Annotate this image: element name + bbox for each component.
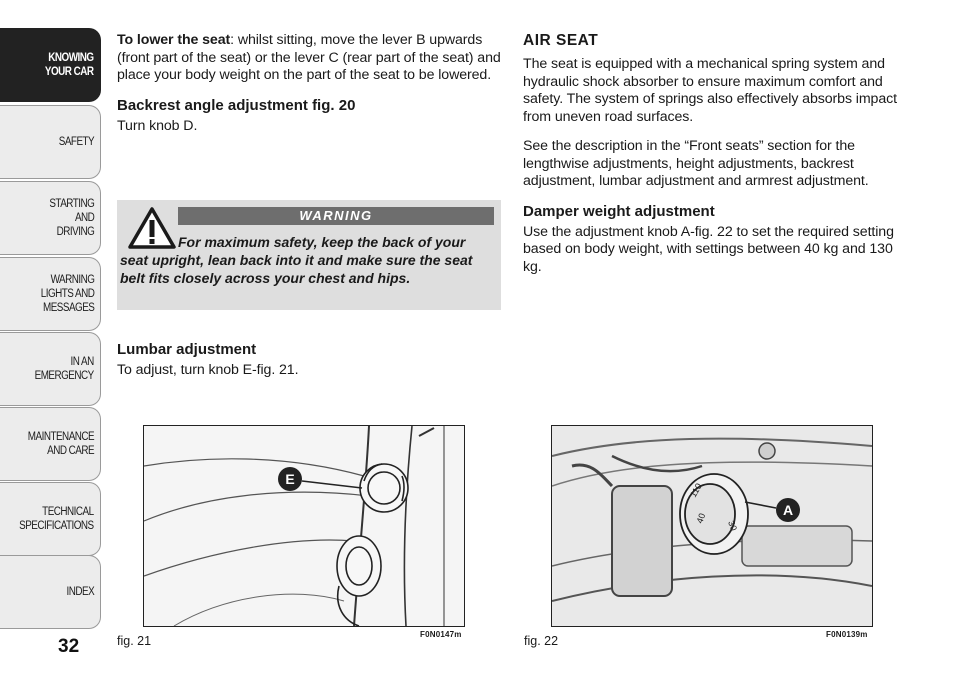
lumbar-text: To adjust, turn knob E-fig. 21. xyxy=(117,362,299,378)
tab-in-an-emergency[interactable] xyxy=(0,332,101,406)
left-column xyxy=(117,32,501,147)
figure-22-code: F0N0139m xyxy=(826,630,868,639)
backrest-heading: Backrest angle adjustment fig. 20 xyxy=(117,96,356,114)
air-seat-paragraph-1: The seat is equipped with a mechanical spring system and hydraulic shock absorber to ensure maximum comfort and safety. The system of springs also effectively absorbs impact from uneven road surfaces. xyxy=(523,56,897,125)
tab-knowing-your-car[interactable] xyxy=(0,28,101,102)
tab-warning-lights[interactable] xyxy=(0,257,101,331)
figure-21-lumbar-knob xyxy=(143,425,465,627)
dial-mark-30: 30 xyxy=(726,519,739,533)
tab-label: INDEX xyxy=(66,586,94,598)
dial-mark-110: 110 xyxy=(688,481,704,499)
lower-seat-paragraph xyxy=(117,32,501,85)
tab-label: IN AN EMERGENCY xyxy=(34,356,94,382)
tab-label: MAINTENANCE AND CARE xyxy=(27,431,94,457)
callout-a: A xyxy=(782,502,794,518)
tab-label: STARTING AND DRIVING xyxy=(49,198,94,238)
tab-safety[interactable] xyxy=(0,105,101,179)
figure-21-caption: fig. 21 xyxy=(117,634,152,648)
tab-label: WARNING LIGHTS AND MESSAGES xyxy=(40,274,94,314)
seat-side-illustration xyxy=(144,426,464,626)
figure-22-caption: fig. 22 xyxy=(524,634,559,648)
lumbar-heading: Lumbar adjustment xyxy=(117,341,257,358)
lower-seat-label: To lower the seat xyxy=(117,32,231,48)
lower-seat-text: : whilst sitting, move the lever B upwards (front part of the seat) or the lever C (rear part of the seat) and place your body weight on the part of the seat to be lowered. xyxy=(117,32,501,83)
page-number: 32 xyxy=(58,636,80,657)
tab-technical-specifications[interactable] xyxy=(0,482,101,556)
damper-heading: Damper weight adjustment xyxy=(523,202,715,220)
tab-label: TECHNICAL SPECIFICATIONS xyxy=(19,506,94,532)
tab-label: KNOWING YOUR CAR xyxy=(45,52,94,78)
callout-e: E xyxy=(285,471,295,487)
tab-label: SAFETY xyxy=(58,136,94,148)
dial-mark-40: 40 xyxy=(694,511,708,525)
warning-label: WARNING xyxy=(178,207,494,225)
air-seat-paragraph-2: See the description in the “Front seats” section for the lengthwise adjustments, height adjustments, backrest adjustment, lumbar adjustment and armrest adjustment. xyxy=(523,138,869,189)
air-seat-title: AIR SEAT xyxy=(523,32,599,49)
tab-index[interactable] xyxy=(0,555,101,629)
warning-text: For maximum safety, keep the back of your seat upright, lean back into it and make sure the seat belt fits closely across your chest and hips. xyxy=(120,234,473,286)
figure-22-damper-knob xyxy=(551,425,873,627)
damper-illustration xyxy=(552,426,872,626)
tab-maintenance-and-care[interactable] xyxy=(0,407,101,481)
figure-21-code: F0N0147m xyxy=(420,630,462,639)
backrest-text: Turn knob D. xyxy=(117,117,198,134)
lumbar-section xyxy=(117,341,501,392)
damper-text: Use the adjustment knob A-fig. 22 to set the required setting based on body weight, with settings between 40 kg and 130 kg. xyxy=(523,223,894,275)
tab-starting-and-driving[interactable] xyxy=(0,181,101,255)
right-column xyxy=(523,32,903,288)
warning-box xyxy=(117,200,501,310)
